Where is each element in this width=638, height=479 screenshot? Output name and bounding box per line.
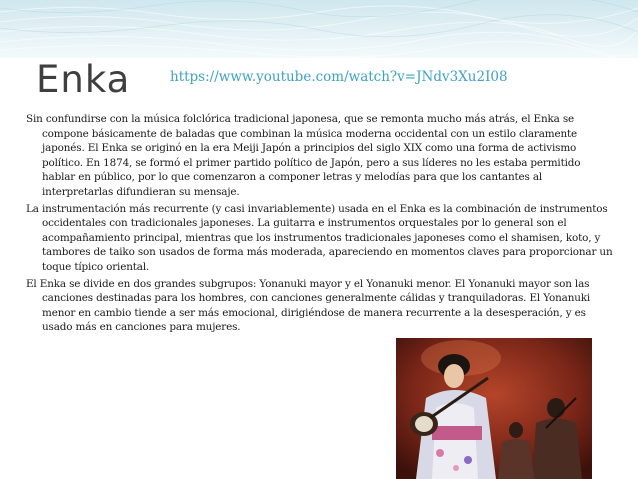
- paragraph-origin: Sin confundirse con la música folclórica tradicional japonesa, que se remonta mucho más atrás, el Enka se compone básicamente de baladas que combinan la música moderna occidental con un estilo claramente japonés. El Enka se originó en la era Meiji Japón a principios del siglo XIX como una forma de activismo político. En 1874, se formó el primer partido político de Japón, pero a sus líderes no les estaba permitido hablar en público, por lo que comenzaron a componer letras y melodías para que los cantantes al interpretarlas difundieran su mensaje.: [26, 113, 581, 198]
- paragraph-instrumentation: La instrumentación más recurrente (y casi invariablemente) usada en el Enka es la combinación de instrumentos occidentales con tradicionales japoneses. La guitarra e instrumentos orquestales por lo general son el acompañamiento principal, mientras que los instrumentos tradicionales japoneses como el shamisen, koto, y tambores de taiko son usados de forma más moderada, apareciendo en momentos claves para proporcionar un toque típico oriental.: [26, 202, 613, 273]
- slide-title: Enka: [36, 58, 131, 101]
- photo-illustration: [396, 338, 592, 479]
- paragraph-subgroups: El Enka se divide en dos grandes subgrupos: Yonanuki mayor y el Yonanuki menor. El Yonanuki mayor son las canciones destinadas para los hombres, con canciones generalmente cálidas y tranquiladoras. El Yonanuki menor en cambio tiende a ser más emocional, dirigiéndose de manera recurrente a la desesperación, y es usado más en canciones para mujeres.: [26, 277, 591, 334]
- decorative-header-band: [0, 0, 638, 58]
- youtube-link[interactable]: https://www.youtube.com/watch?v=JNdv3Xu2I08: [170, 69, 508, 85]
- wave-pattern: [0, 0, 638, 58]
- enka-singer-photo: [396, 338, 592, 479]
- body-text: [26, 112, 616, 337]
